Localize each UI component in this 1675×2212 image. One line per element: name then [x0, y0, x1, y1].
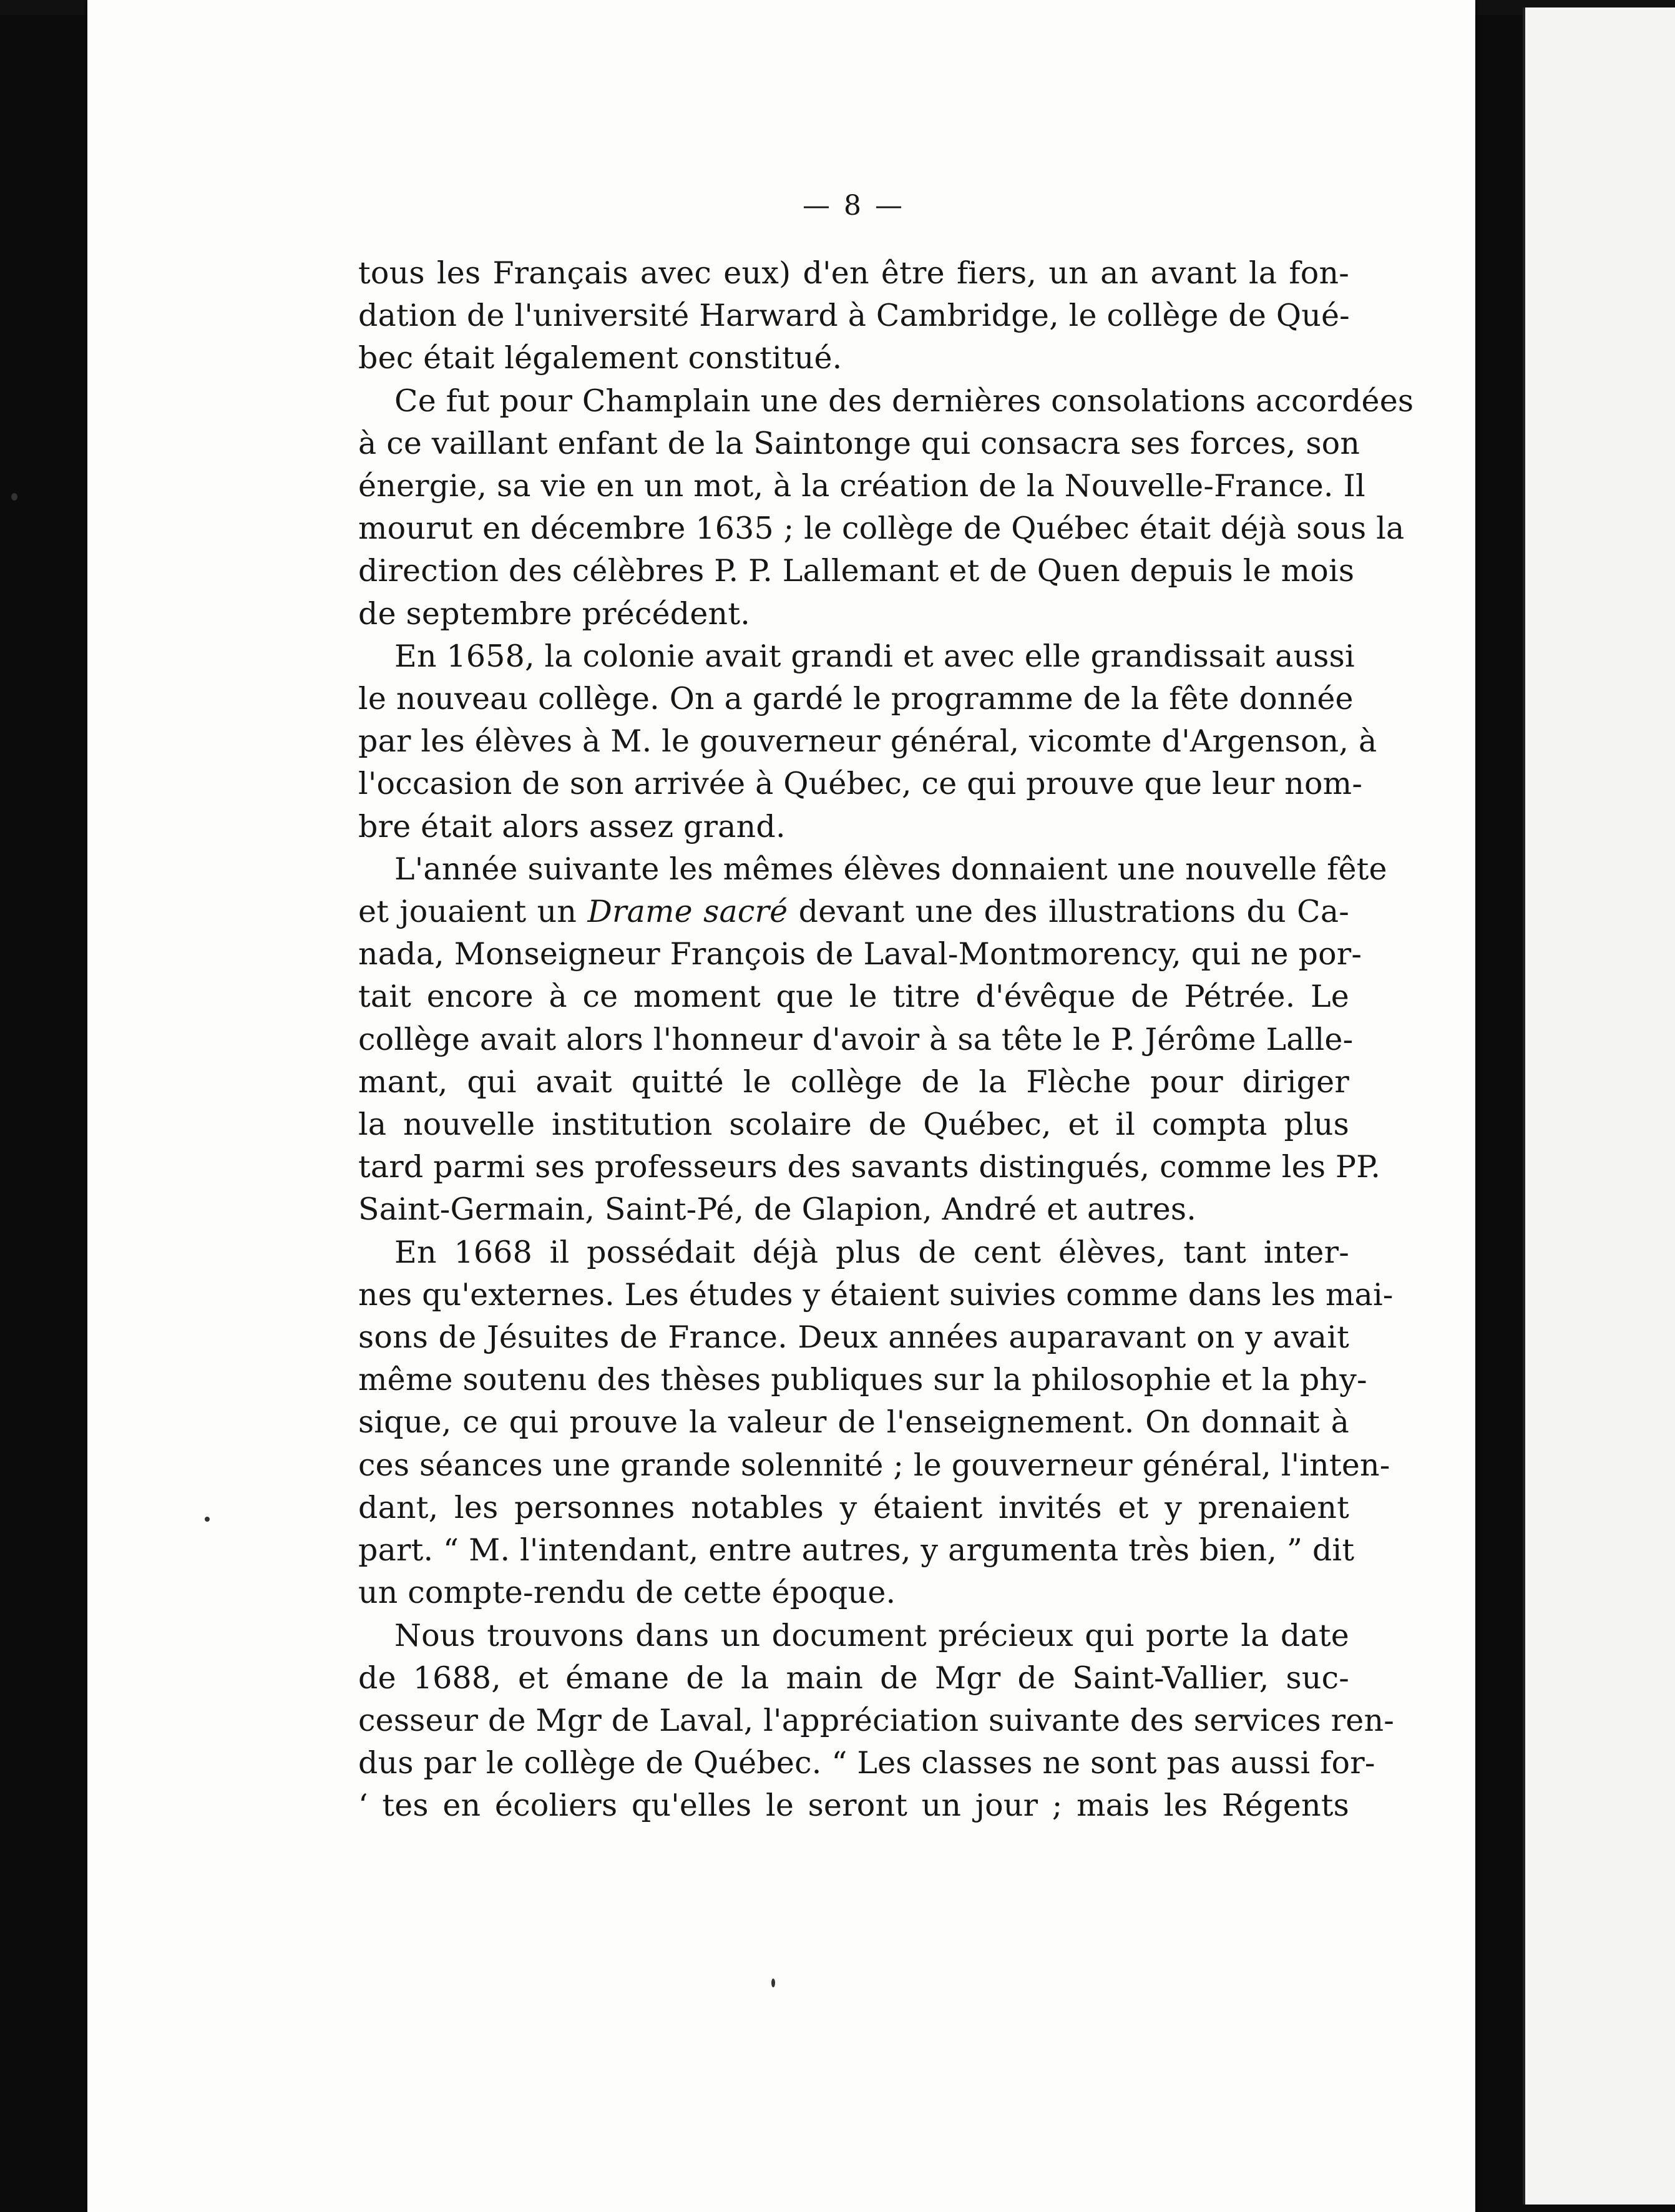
text-line: par les élèves à M. le gouverneur général, vicomte d'Argenson, à: [358, 723, 1377, 760]
text-line: nes qu'externes. Les études y étaient suivies comme dans les mai-: [358, 1276, 1394, 1313]
text-line: collège avait alors l'honneur d'avoir à sa tête le P. Jérôme Lalle-: [358, 1021, 1354, 1057]
scan-speck: [205, 1517, 210, 1522]
text-line: dation de l'université Harward à Cambridge, le collège de Qué-: [358, 298, 1350, 334]
text-line: nada, Monseigneur François de Laval-Montmorency, qui ne por-: [358, 936, 1362, 972]
paragraph-4: [358, 848, 1387, 1231]
text-line: de septembre précédent.: [358, 595, 750, 632]
scan-speck: [771, 1979, 775, 1987]
text-line: L'année suivante les mêmes élèves donnaient une nouvelle fête: [394, 851, 1387, 887]
text-line: dus par le collège de Québec. “ Les classes ne sont pas aussi for-: [358, 1745, 1375, 1781]
text-line: un compte-rendu de cette époque.: [358, 1575, 896, 1611]
text-line: direction des célèbres P. P. Lallemant et de Quen depuis le mois: [358, 553, 1355, 589]
text-line: tard parmi ses professeurs des savants distingués, comme les PP.: [358, 1149, 1381, 1185]
text-line: bre était alors assez grand.: [358, 808, 786, 844]
text-line: tait encore à ce moment que le titre d'évêque de Pétrée. Le: [358, 979, 1349, 1015]
text-line: bec était légalement constitué.: [358, 340, 842, 376]
text-line: Ce fut pour Champlain une des dernières consolations accordées: [394, 383, 1414, 419]
text-line: mant, qui avait quitté le collège de la Flèche pour diriger: [358, 1064, 1349, 1100]
text-line: mourut en décembre 1635 ; le collège de Québec était déjà sous la: [358, 511, 1405, 547]
scan-speck: [11, 493, 17, 501]
text-line: de 1688, et émane de la main de Mgr de Saint-Vallier, suc-: [358, 1660, 1349, 1696]
text-line: En 1668 il possédait déjà plus de cent élèves, tant inter-: [394, 1234, 1349, 1270]
text-line: l'occasion de son arrivée à Québec, ce qui prouve que leur nom-: [358, 766, 1363, 802]
text-run: devant une des illustrations du Ca-: [788, 894, 1350, 930]
text-run: et jouaient un: [358, 894, 588, 930]
text-line: Nous trouvons dans un document précieux qui porte la date: [394, 1617, 1349, 1653]
page-number: — 8 —: [803, 190, 905, 222]
italic-title: Drame sacré: [587, 894, 788, 930]
text-line: part. “ M. l'intendant, entre autres, y argumenta très bien, ” dit: [358, 1532, 1355, 1568]
page-text-block: [358, 187, 1414, 1828]
paragraph-5: [358, 1231, 1394, 1615]
text-line: En 1658, la colonie avait grandi et avec elle grandissait aussi: [394, 638, 1355, 674]
text-line: la nouvelle institution scolaire de Québec, et il compta plus: [358, 1107, 1349, 1143]
paragraph-2: [358, 380, 1414, 635]
text-line: ces séances une grande solennité ; le gouverneur général, l'inten-: [358, 1447, 1390, 1483]
text-line-with-italic: [358, 891, 1349, 933]
text-line: même soutenu des thèses publiques sur la philosophie et la phy-: [358, 1362, 1367, 1398]
adjacent-page-edge: [1523, 7, 1675, 2205]
text-line: sique, ce qui prouve la valeur de l'enseignement. On donnait à: [358, 1404, 1349, 1441]
text-line: ‘ tes en écoliers qu'elles le seront un jour ; mais les Régents: [358, 1788, 1349, 1824]
text-line: sons de Jésuites de France. Deux années auparavant on y avait: [358, 1319, 1349, 1356]
text-line: le nouveau collège. On a gardé le programme de la fête donnée: [358, 681, 1354, 717]
text-line: dant, les personnes notables y étaient invités et y prenaient: [358, 1489, 1349, 1525]
paragraph-3: [358, 635, 1377, 848]
text-line: Saint-Germain, Saint-Pé, de Glapion, André et autres.: [358, 1192, 1197, 1228]
paragraph-1: [358, 252, 1349, 380]
paragraph-6: [358, 1615, 1395, 1828]
text-line: tous les Français avec eux) d'en être fiers, un an avant la fon-: [358, 255, 1349, 291]
text-line: énergie, sa vie en un mot, à la création de la Nouvelle-France. Il: [358, 468, 1365, 504]
text-line: à ce vaillant enfant de la Saintonge qui consacra ses forces, son: [358, 425, 1360, 461]
text-line: cesseur de Mgr de Laval, l'appréciation suivante des services ren-: [358, 1702, 1395, 1738]
